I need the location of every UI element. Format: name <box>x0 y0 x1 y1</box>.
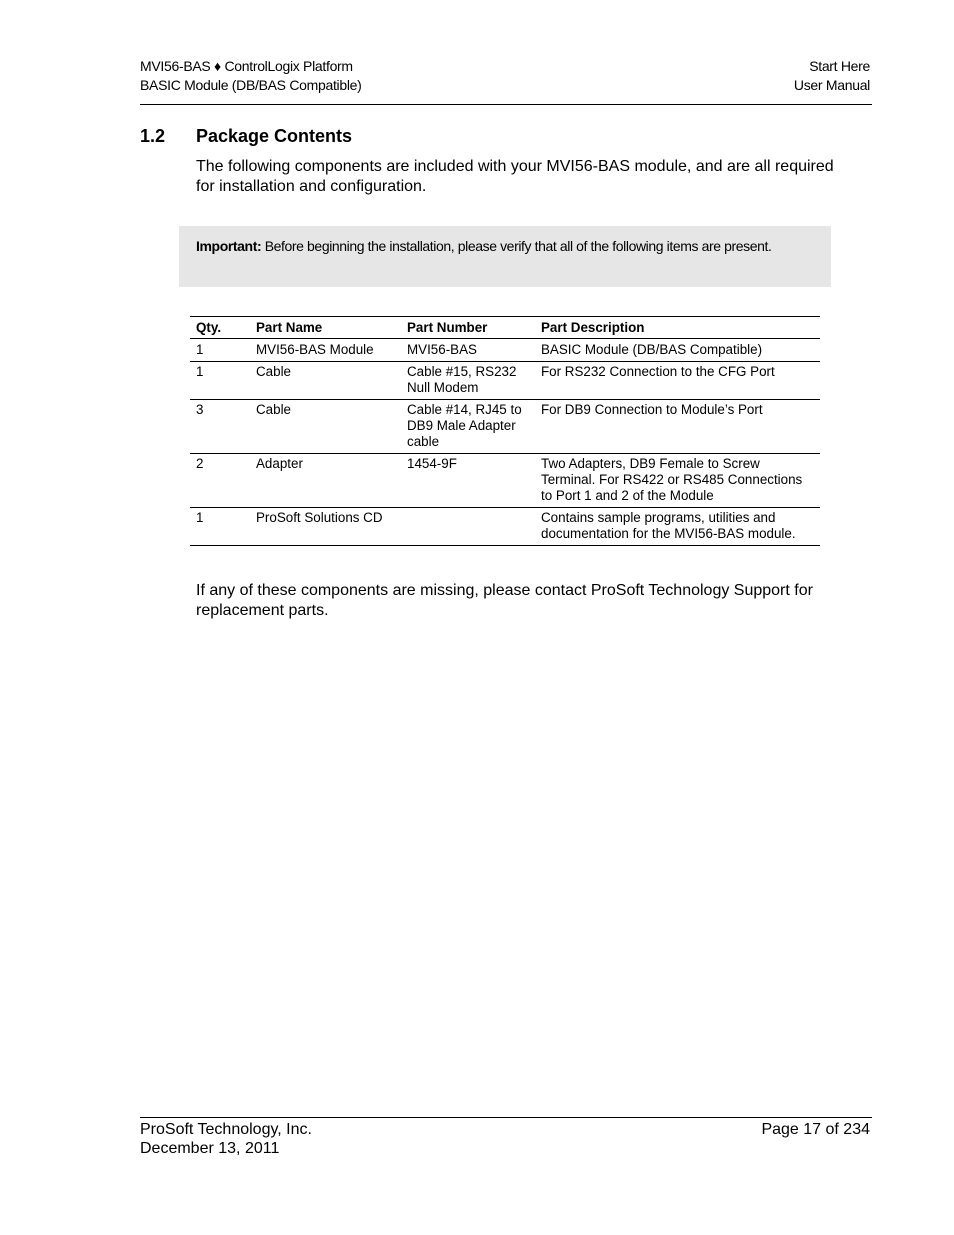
cell-qty: 3 <box>190 400 250 454</box>
cell-part-number <box>401 508 535 546</box>
cell-part-number: Cable #15, RS232 Null Modem <box>401 362 535 400</box>
header-divider <box>140 104 872 105</box>
footer-date: December 13, 2011 <box>140 1140 280 1157</box>
cell-part-name: Cable <box>250 400 401 454</box>
important-note-box <box>179 226 831 287</box>
page-header-left <box>140 57 362 95</box>
column-header-part-number: Part Number <box>401 317 535 339</box>
cell-qty: 1 <box>190 362 250 400</box>
column-header-part-description: Part Description <box>535 317 820 339</box>
column-header-qty: Qty. <box>190 317 250 339</box>
cell-part-description: BASIC Module (DB/BAS Compatible) <box>535 339 820 362</box>
page-footer-left <box>140 1120 312 1158</box>
cell-part-description: For RS232 Connection to the CFG Port <box>535 362 820 400</box>
cell-qty: 1 <box>190 508 250 546</box>
table-row <box>190 362 820 400</box>
missing-parts-paragraph: If any of these components are missing, please contact ProSoft Technology Support for replacement parts. <box>196 582 813 619</box>
cell-part-name: ProSoft Solutions CD <box>250 508 401 546</box>
footer-divider <box>140 1117 872 1118</box>
table-row <box>190 339 820 362</box>
column-header-part-name: Part Name <box>250 317 401 339</box>
footer-page-number: Page 17 of 234 <box>761 1121 870 1138</box>
header-doc-type: User Manual <box>793 77 870 93</box>
footer-company: ProSoft Technology, Inc. <box>140 1121 312 1138</box>
header-chapter: Start Here <box>809 58 870 74</box>
important-note-text <box>196 236 806 256</box>
header-product-line: MVI56-BAS ♦ ControlLogix Platform <box>140 58 353 74</box>
page-footer-right <box>761 1120 870 1139</box>
cell-part-number: 1454-9F <box>401 454 535 508</box>
important-message: Before beginning the installation, please verify that all of the following items are present. <box>261 238 772 254</box>
table-row <box>190 508 820 546</box>
page-header-right <box>794 57 870 95</box>
table-row <box>190 400 820 454</box>
cell-part-description: Contains sample programs, utilities and documentation for the MVI56-BAS module. <box>535 508 820 546</box>
cell-qty: 1 <box>190 339 250 362</box>
intro-paragraph: The following components are included with your MVI56-BAS module, and are all required for installation and configuration. <box>196 158 834 195</box>
table-header-row <box>190 317 820 339</box>
cell-part-name: Adapter <box>250 454 401 508</box>
cell-part-description: Two Adapters, DB9 Female to Screw Terminal. For RS422 or RS485 Connections to Port 1 and 2 of the Module <box>535 454 820 508</box>
cell-part-description: For DB9 Connection to Module’s Port <box>535 400 820 454</box>
section-number: 1.2 <box>140 126 166 146</box>
important-label: Important: <box>196 238 262 254</box>
section-title: Package Contents <box>196 126 353 146</box>
cell-part-number: MVI56-BAS <box>401 339 535 362</box>
table-row <box>190 454 820 508</box>
cell-qty: 2 <box>190 454 250 508</box>
cell-part-number: Cable #14, RJ45 to DB9 Male Adapter cable <box>401 400 535 454</box>
cell-part-name: MVI56-BAS Module <box>250 339 401 362</box>
cell-part-name: Cable <box>250 362 401 400</box>
package-contents-table <box>190 316 820 546</box>
header-module-line: BASIC Module (DB/BAS Compatible) <box>140 77 362 93</box>
